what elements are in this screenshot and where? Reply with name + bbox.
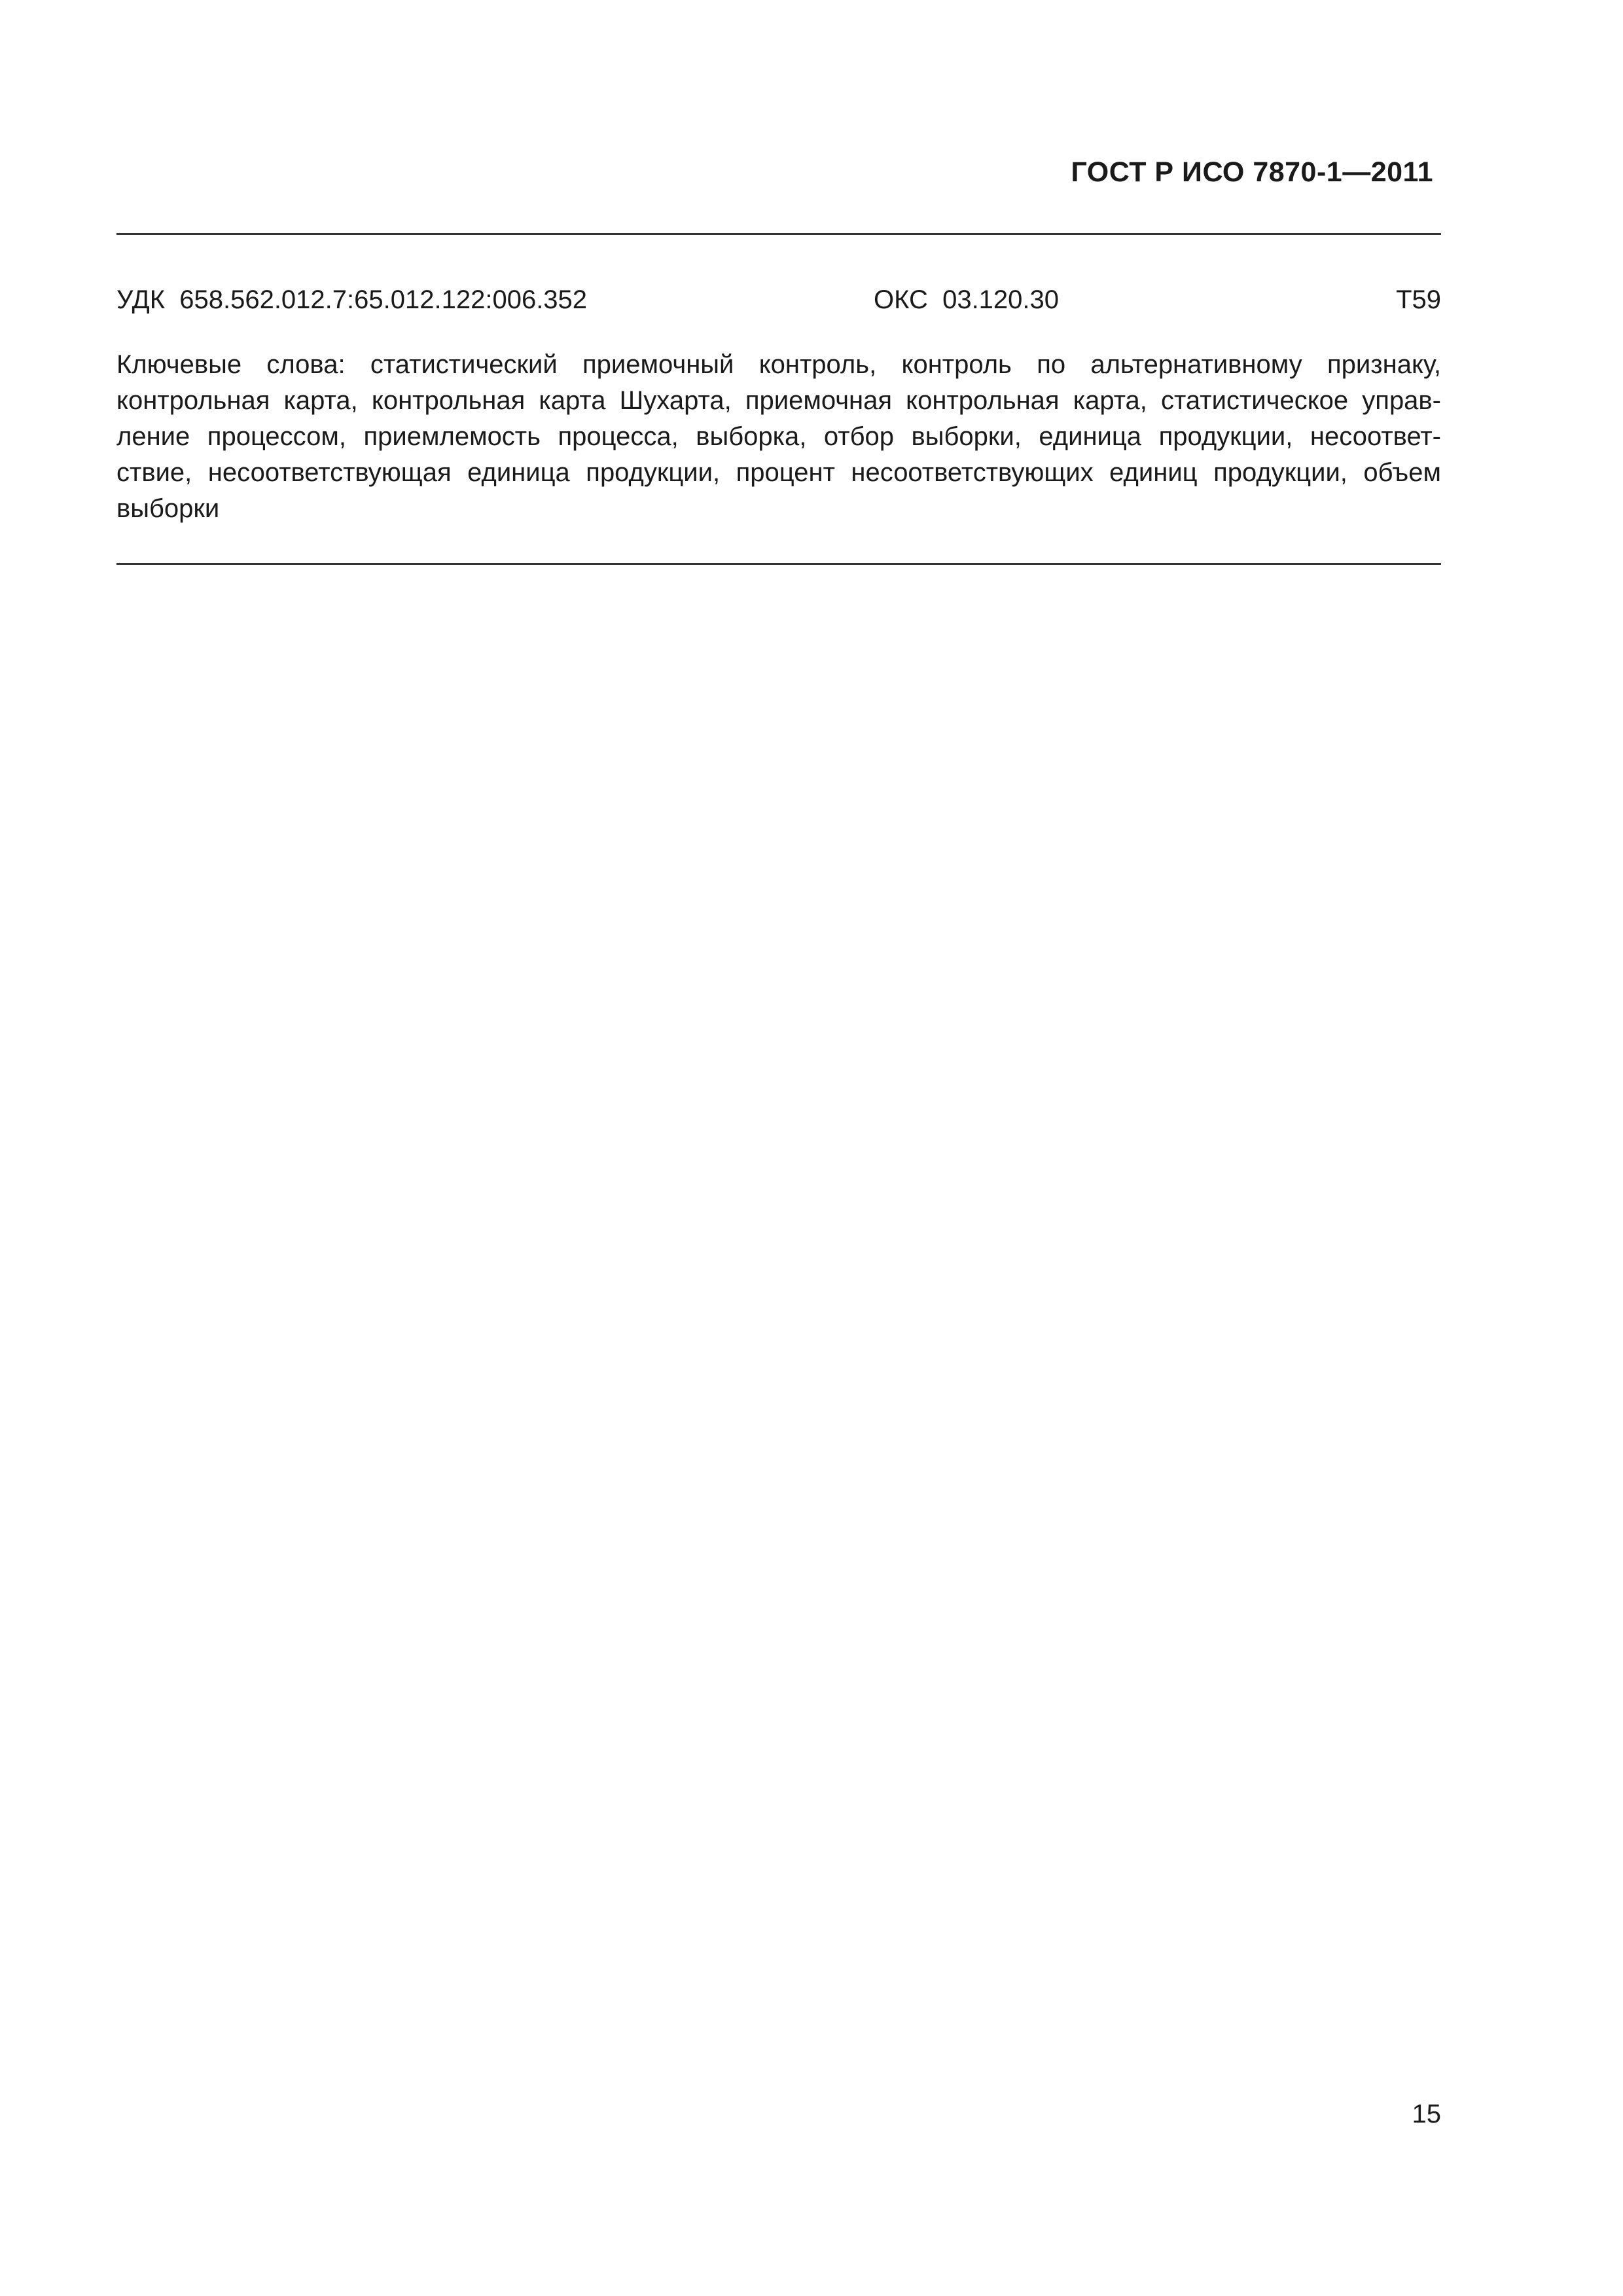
page-number: 15 bbox=[1412, 2100, 1441, 2128]
oks-code: ОКС 03.120.30 bbox=[874, 285, 1060, 314]
top-divider bbox=[116, 233, 1441, 235]
bottom-divider bbox=[116, 563, 1441, 565]
keywords-line: контрольная карта, контрольная карта Шухарта, приемочная контрольная карта, статистическое управ- bbox=[116, 386, 1441, 415]
standard-code-header: ГОСТ Р ИСО 7870-1—2011 bbox=[1071, 156, 1433, 188]
keywords-line: выборки bbox=[116, 494, 220, 523]
classification-row bbox=[116, 287, 1441, 319]
keywords-line: ление процессом, приемлемость процесса, выборка, отбор выборки, единица продукции, несоответ- bbox=[116, 422, 1441, 451]
t-code: Т59 bbox=[1396, 285, 1441, 314]
keywords-line: ствие, несоответствующая единица продукции, процент несоответствующих единиц продукции, объем bbox=[116, 458, 1441, 487]
keywords-paragraph bbox=[116, 347, 1441, 527]
keywords-line: Ключевые слова: статистический приемочный контроль, контроль по альтернативному признаку, bbox=[116, 350, 1441, 379]
udk-code: УДК 658.562.012.7:65.012.122:006.352 bbox=[116, 285, 588, 314]
